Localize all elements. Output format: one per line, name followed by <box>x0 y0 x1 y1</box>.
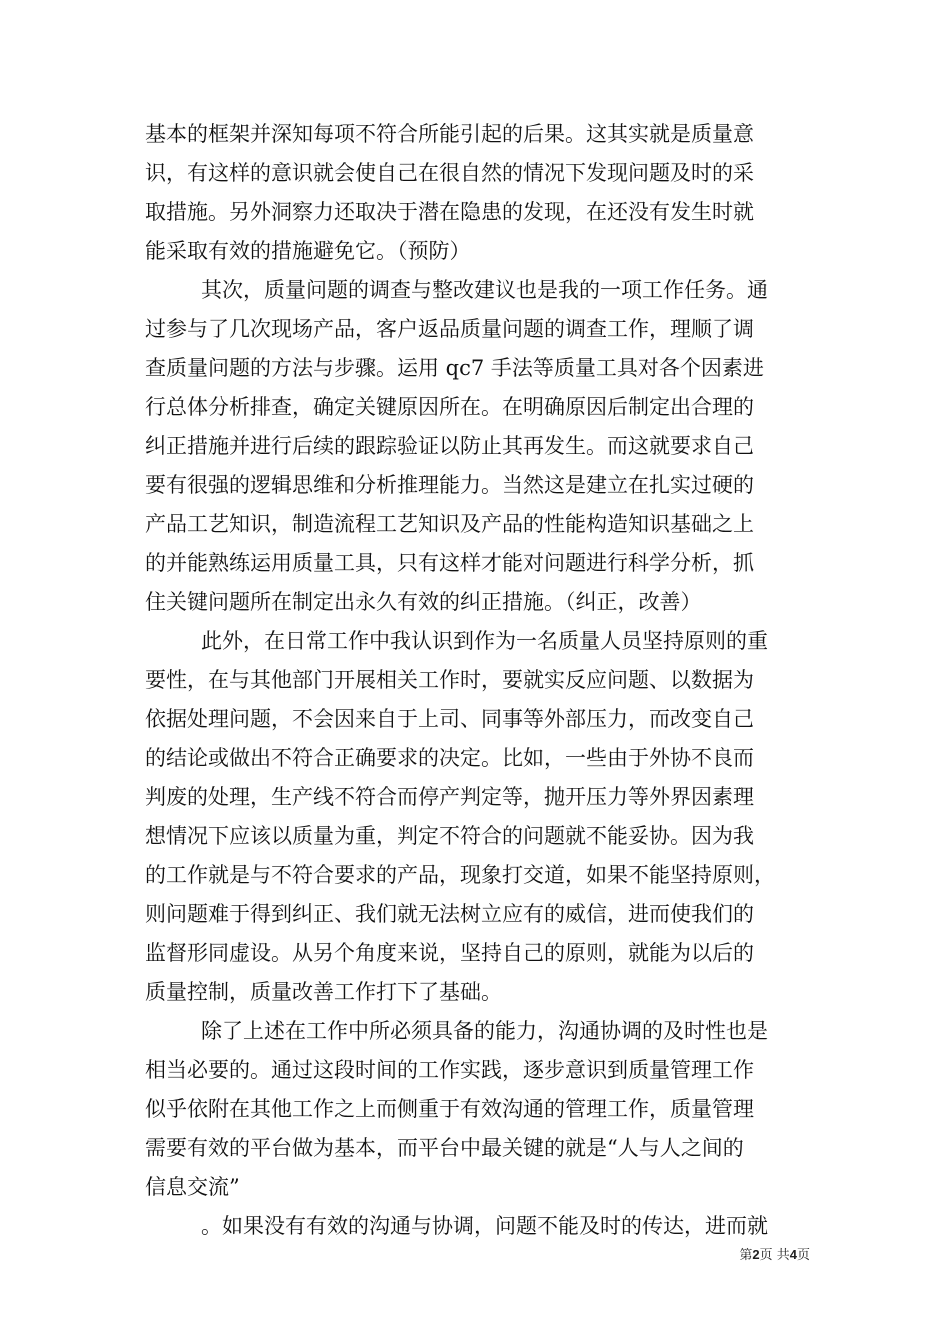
text-line: 信息交流” <box>145 1175 240 1199</box>
footer-suffix: 页 <box>796 1248 810 1263</box>
text-line: 产品工艺知识，制造流程工艺知识及产品的性能构造知识基础之上 <box>145 512 754 536</box>
text-line: 。如果没有有效的沟通与协调，问题不能及时的传达，进而就 <box>201 1214 768 1238</box>
text-line: 此外，在日常工作中我认识到作为一名质量人员坚持原则的重 <box>201 629 768 653</box>
text-line: 基本的框架并深知每项不符合所能引起的后果。这其实就是质量意 <box>145 122 754 146</box>
document-body <box>145 115 835 1246</box>
footer-middle: 页 共 <box>759 1248 790 1263</box>
page-number-footer <box>640 1244 810 1263</box>
text-line: 质量控制，质量改善工作打下了基础。 <box>145 980 502 1004</box>
current-page-number: 2 <box>752 1247 760 1262</box>
text-line: 的并能熟练运用质量工具，只有这样才能对问题进行科学分析，抓 <box>145 551 754 575</box>
text-line: 需要有效的平台做为基本，而平台中最关键的就是“人与人之间的 <box>145 1136 744 1160</box>
text-line: 行总体分析排查，确定关键原因所在。在明确原因后制定出合理的 <box>145 395 754 419</box>
text-line: 纠正措施并进行后续的跟踪验证以防止其再发生。而这就要求自己 <box>145 434 754 458</box>
text-line: 想情况下应该以质量为重，判定不符合的问题就不能妥协。因为我 <box>145 824 754 848</box>
text-line: 的结论或做出不符合正确要求的决定。比如，一些由于外协不良而 <box>145 746 754 770</box>
text-line: 相当必要的。通过这段时间的工作实践，逐步意识到质量管理工作 <box>145 1058 754 1082</box>
text-line: 监督形同虚设。从另个角度来说，坚持自己的原则，就能为以后的 <box>145 941 754 965</box>
text-line: 其次，质量问题的调查与整改建议也是我的一项工作任务。通 <box>201 278 768 302</box>
total-pages-number: 4 <box>789 1247 797 1262</box>
text-line: 取措施。另外洞察力还取决于潜在隐患的发现，在还没有发生时就 <box>145 200 754 224</box>
text-line: 能采取有效的措施避免它。（预防） <box>145 239 471 263</box>
text-line: 识，有这样的意识就会使自己在很自然的情况下发现问题及时的采 <box>145 161 754 185</box>
text-line: 要有很强的逻辑思维和分析推理能力。当然这是建立在扎实过硬的 <box>145 473 754 497</box>
text-line: 似乎依附在其他工作之上而侧重于有效沟通的管理工作，质量管理 <box>145 1097 754 1121</box>
text-line: 判废的处理，生产线不符合而停产判定等，抛开压力等外界因素理 <box>145 785 754 809</box>
text-line: 的工作就是与不符合要求的产品，现象打交道，如果不能坚持原则， <box>145 863 775 887</box>
text-line: 依据处理问题，不会因来自于上司、同事等外部压力，而改变自己 <box>145 707 754 731</box>
footer-prefix: 第 <box>739 1248 753 1263</box>
text-line: 住关键问题所在制定出永久有效的纠正措施。（纠正，改善） <box>145 590 702 614</box>
text-line: 要性，在与其他部门开展相关工作时，要就实反应问题、以数据为 <box>145 668 754 692</box>
text-line: 过参与了几次现场产品，客户返品质量问题的调查工作，理顺了调 <box>145 317 754 341</box>
text-line: 查质量问题的方法与步骤。运用 qc7 手法等质量工具对各个因素进 <box>145 356 764 380</box>
text-line: 则问题难于得到纠正、我们就无法树立应有的威信，进而使我们的 <box>145 902 754 926</box>
text-line: 除了上述在工作中所必须具备的能力，沟通协调的及时性也是 <box>201 1019 768 1043</box>
